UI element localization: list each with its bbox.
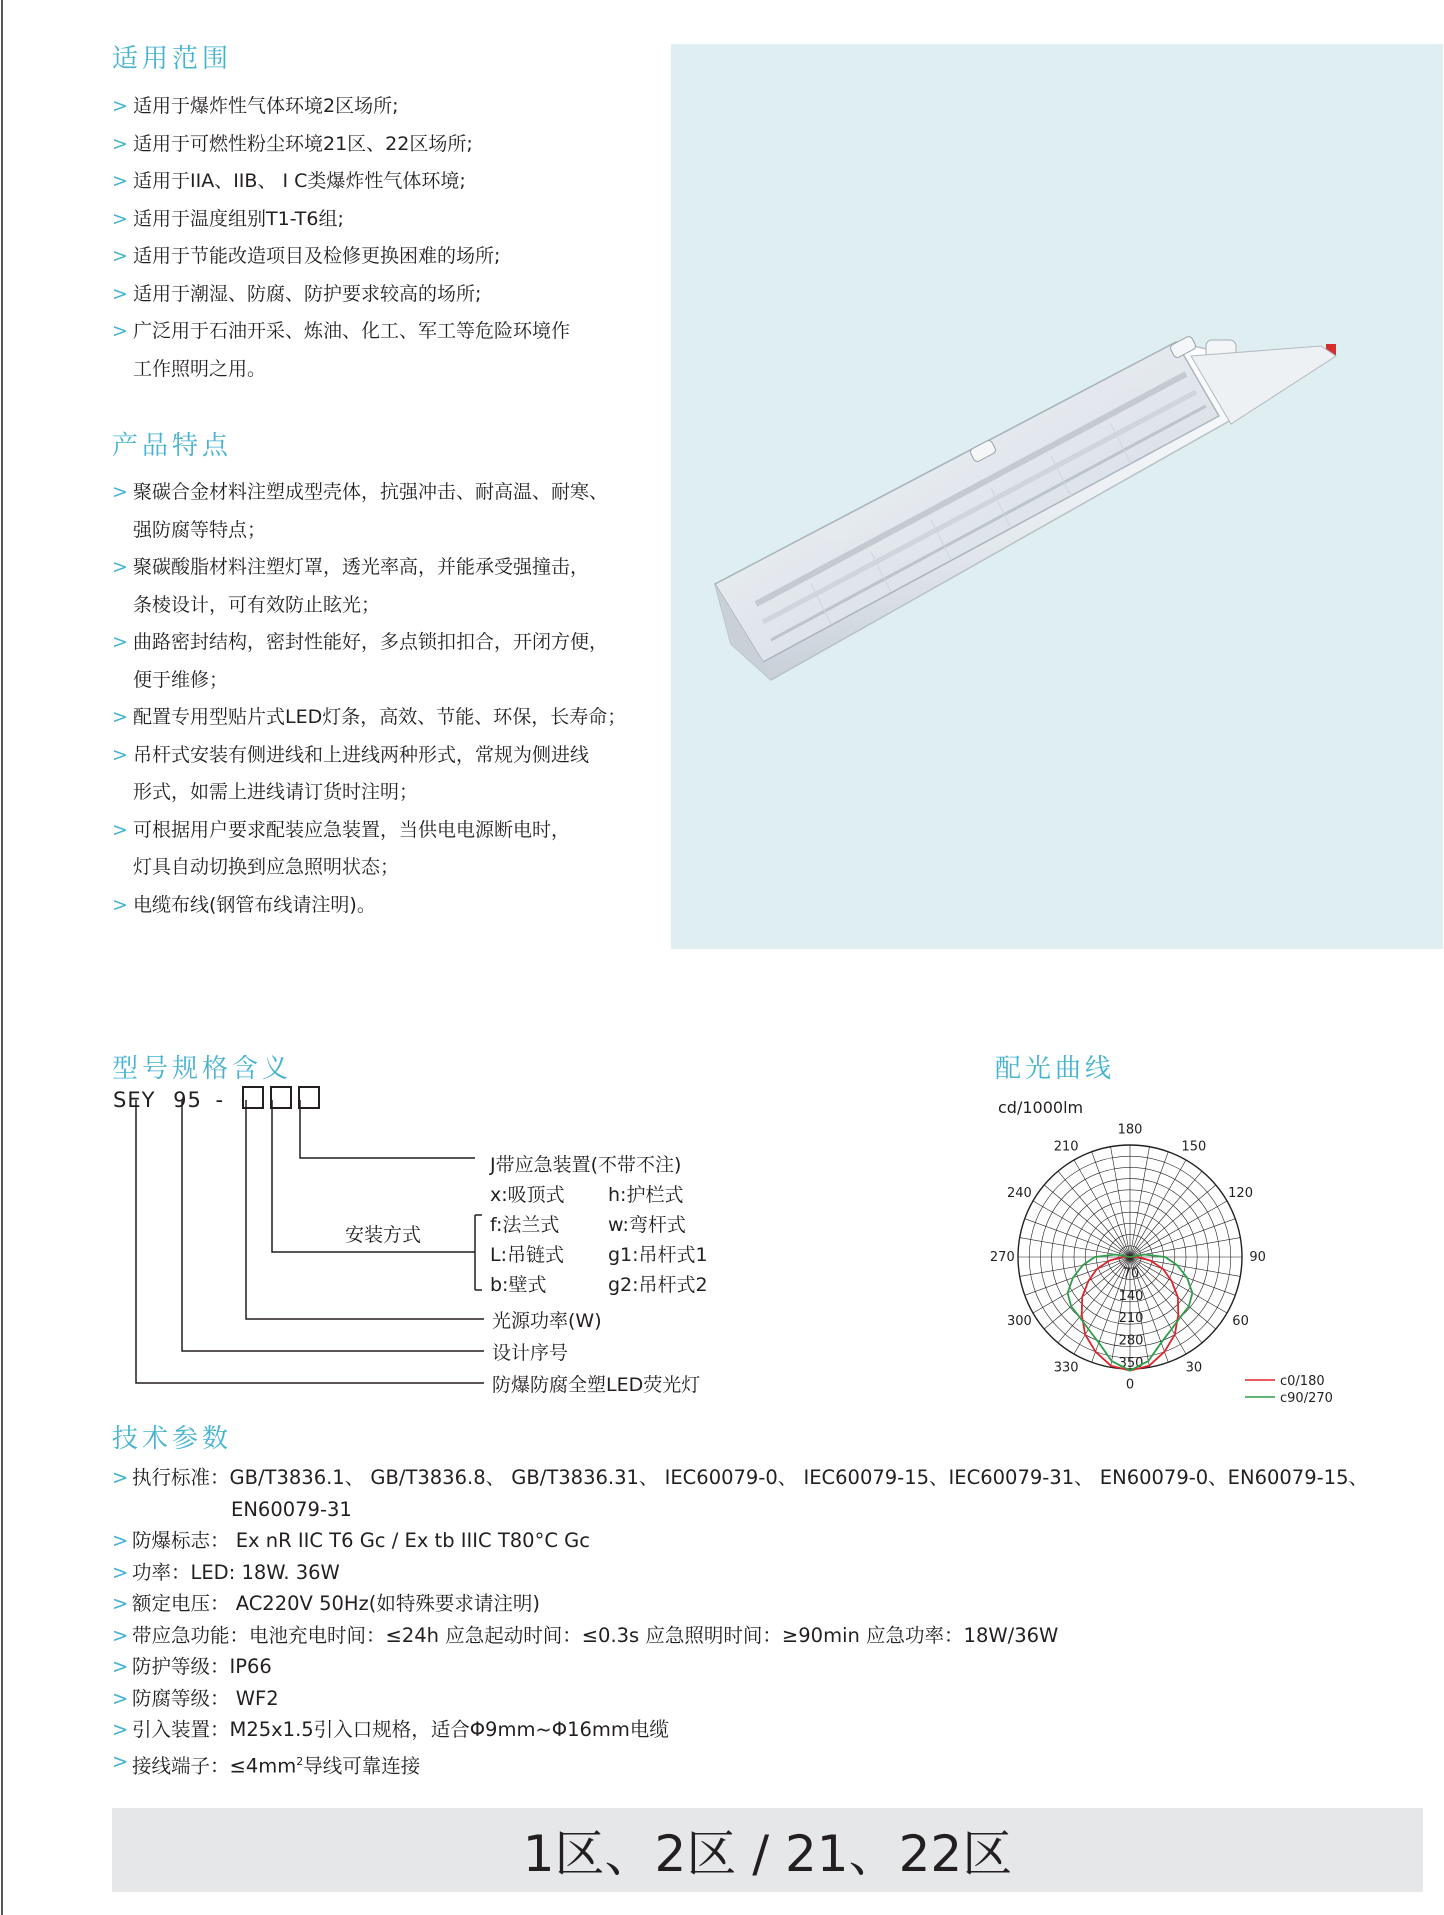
tech-spec-item [112, 1620, 1412, 1652]
code-product-name: 防爆防腐全塑LED荧光灯 [492, 1374, 701, 1396]
bullet-arrow-icon: > [112, 1749, 129, 1773]
polar-angle-label: 210 [1053, 1139, 1079, 1155]
polar-radial-label: 280 [1118, 1333, 1144, 1349]
feature-text: 聚碳合金材料注塑成型壳体，抗强冲击、耐高温、耐寒、 [133, 481, 609, 503]
tech-spec-list [112, 1462, 1412, 1782]
polar-angle-label: 180 [1117, 1122, 1143, 1138]
bullet-arrow-icon: > [112, 556, 128, 578]
scope-text: 适用于IIA、IIB、 I C类爆炸性气体环境; [133, 170, 466, 192]
bullet-arrow-icon: > [112, 481, 128, 503]
feature-item [112, 699, 672, 737]
install-option: h:护栏式 [608, 1184, 684, 1206]
polar-angle-label: 270 [990, 1250, 1015, 1265]
terminal-spec-superscript: 2 [296, 1754, 304, 1768]
feature-text: 聚碳酸脂材料注塑灯罩，透光率高，并能承受强撞击， [133, 556, 590, 578]
scope-text: 适用于潮湿、防腐、防护要求较高的场所; [133, 282, 482, 305]
bullet-arrow-icon: > [112, 818, 128, 841]
feature-item [112, 737, 672, 812]
bullet-arrow-icon: > [112, 1623, 129, 1647]
tech-spec-item [112, 1746, 1412, 1782]
bullet-arrow-icon: > [112, 170, 128, 192]
feature-text: 可根据用户要求配装应急装置，当供电电源断电时， [133, 818, 571, 841]
bullet-arrow-icon: > [112, 1718, 129, 1741]
feature-text-continued: 强防腐等特点； [133, 518, 267, 541]
feature-item [112, 474, 672, 549]
code-install-label: 安装方式 [345, 1224, 422, 1246]
bullet-arrow-icon: > [112, 893, 128, 916]
scope-title: 适用范围 [112, 44, 233, 74]
install-option: w:弯杆式 [608, 1214, 686, 1236]
scope-item [112, 201, 672, 239]
light-curve-unit: cd/1000lm [998, 1098, 1084, 1117]
model-code-prefix: SEY [113, 1088, 156, 1112]
bullet-arrow-icon: > [112, 1466, 129, 1489]
bullet-arrow-icon: > [112, 1529, 129, 1552]
install-option: x:吸顶式 [490, 1184, 565, 1206]
feature-item [112, 624, 672, 699]
features-title: 产品特点 [112, 431, 233, 461]
scope-item [112, 88, 672, 126]
tech-spec-text: 额定电压： AC220V 50Hz(如特殊要求请注明) [132, 1592, 540, 1615]
tech-spec-item [112, 1588, 1412, 1620]
bullet-arrow-icon: > [112, 245, 128, 267]
tech-spec-text: 功率：LED: 18W. 36W [132, 1560, 340, 1584]
features-list [112, 474, 672, 924]
feature-item [112, 887, 672, 925]
feature-text: 曲路密封结构，密封性能好，多点锁扣扣合，开闭方便， [133, 631, 609, 653]
legend-label: c0/180 [1280, 1374, 1325, 1389]
zone-banner: 1区、2区 / 21、22区 [112, 1808, 1423, 1892]
tech-spec-text: 防腐等级： WF2 [132, 1686, 279, 1710]
tech-spec-text: 执行标准：GB/T3836.1、 GB/T3836.8、 GB/T3836.31、 IEC60079-0、 IEC60079-15、IEC60079-31、 EN60079-0、EN60079-15、 [132, 1466, 1368, 1489]
polar-angle-label: 0 [1125, 1377, 1135, 1393]
bullet-arrow-icon: > [112, 631, 128, 653]
terminal-spec-text: 接线端子：≤4mm [132, 1754, 297, 1777]
scope-item [112, 276, 672, 314]
tech-spec-item [112, 1557, 1412, 1589]
tech-spec-item [112, 1462, 1412, 1525]
feature-text: 电缆布线(钢管布线请注明)。 [133, 893, 376, 916]
install-option: L:吊链式 [490, 1244, 564, 1266]
install-option: g1:吊杆式1 [608, 1244, 708, 1266]
bullet-arrow-icon: > [112, 1655, 129, 1678]
bullet-arrow-icon: > [112, 1686, 129, 1710]
polar-angle-label: 120 [1228, 1186, 1253, 1202]
scope-text: 适用于爆炸性气体环境2区场所; [133, 95, 399, 117]
tech-spec-item [112, 1651, 1412, 1683]
scope-item [112, 126, 672, 164]
code-design-seq-desc: 设计序号 [492, 1342, 569, 1364]
light-distribution-chart [990, 1120, 1360, 1410]
tech-spec-item [112, 1714, 1412, 1746]
polar-radial-label: 140 [1118, 1288, 1144, 1304]
bullet-arrow-icon: > [112, 282, 128, 305]
tech-spec-item [112, 1525, 1412, 1557]
scope-text: 适用于温度组别T1-T6组; [133, 207, 344, 230]
feature-text: 配置专用型贴片式LED灯条，高效、节能、环保，长寿命； [133, 706, 627, 728]
scope-text: 适用于节能改造项目及检修更换困难的场所; [133, 245, 501, 267]
bullet-arrow-icon: > [112, 320, 128, 342]
scope-list [112, 88, 672, 388]
feature-item [112, 812, 672, 887]
bullet-arrow-icon: > [112, 207, 128, 230]
polar-radial-label: 210 [1118, 1311, 1144, 1327]
bullet-arrow-icon: > [112, 706, 128, 728]
explosion-proof-led-fixture-image [671, 44, 1443, 949]
bullet-arrow-icon: > [112, 132, 128, 155]
scope-text-continued: 工作照明之用。 [133, 357, 267, 380]
page-left-border [1, 0, 3, 1915]
model-code-number: 95 [173, 1088, 202, 1112]
tech-spec-text: 防爆标志： Ex nR IIC T6 Gc / Ex tb IIIC T80°C Gc [132, 1529, 590, 1552]
polar-angle-label: 240 [1007, 1186, 1032, 1202]
scope-text: 广泛用于石油开采、炼油、化工、军工等危险环境作 [133, 320, 571, 342]
tech-title: 技术参数 [112, 1424, 233, 1454]
tech-spec-text: 引入装置：M25x1.5引入口规格，适合Φ9mm~Φ16mm电缆 [132, 1718, 669, 1741]
scope-text: 适用于可燃性粉尘环境21区、22区场所; [133, 132, 473, 155]
terminal-spec-text-end: 导线可靠连接 [303, 1754, 421, 1777]
polar-angle-label: 60 [1232, 1313, 1249, 1329]
feature-text-continued: 灯具自动切换到应急照明状态； [133, 856, 400, 878]
model-title: 型号规格含义 [112, 1054, 293, 1084]
feature-text-continued: 形式，如需上进线请订货时注明； [133, 781, 419, 803]
install-option: f:法兰式 [490, 1214, 560, 1236]
tech-spec-item [112, 1683, 1412, 1715]
product-photo-panel [671, 44, 1443, 949]
polar-angle-label: 330 [1053, 1360, 1079, 1376]
model-code-dash: - [215, 1088, 225, 1112]
legend-label: c90/270 [1280, 1391, 1333, 1406]
feature-text: 吊杆式安装有侧进线和上进线两种形式，常规为侧进线 [133, 743, 590, 766]
code-power-desc: 光源功率(W) [492, 1310, 602, 1332]
tech-spec-text: 带应急功能：电池充电时间：≤24h 应急起动时间：≤0.3s 应急照明时间：≥90min 应急功率：18W/36W [132, 1623, 1059, 1647]
polar-angle-label: 90 [1249, 1250, 1266, 1265]
install-option: b:壁式 [490, 1274, 547, 1296]
code-emergency-desc: J带应急装置(不带不注) [490, 1154, 682, 1176]
polar-angle-label: 30 [1185, 1360, 1203, 1376]
polar-angle-label: 300 [1007, 1313, 1032, 1329]
scope-item [112, 163, 672, 201]
bullet-arrow-icon: > [112, 1592, 129, 1615]
feature-text-continued: 条棱设计，可有效防止眩光； [133, 593, 381, 616]
install-option: g2:吊杆式2 [608, 1274, 708, 1296]
bullet-arrow-icon: > [112, 743, 128, 766]
bullet-arrow-icon: > [112, 1560, 129, 1584]
polar-radial-label: 70 [1122, 1266, 1140, 1282]
light-curve-title: 配光曲线 [995, 1054, 1116, 1084]
bullet-arrow-icon: > [112, 95, 128, 117]
tech-spec-text: 防护等级：IP66 [132, 1655, 272, 1678]
tech-spec-text-continued: EN60079-31 [231, 1497, 352, 1521]
scope-item [112, 313, 672, 388]
feature-item [112, 549, 672, 624]
scope-item [112, 238, 672, 276]
polar-radial-label: 350 [1118, 1356, 1144, 1371]
polar-angle-label: 150 [1181, 1139, 1207, 1155]
feature-text-continued: 便于维修； [133, 668, 229, 691]
